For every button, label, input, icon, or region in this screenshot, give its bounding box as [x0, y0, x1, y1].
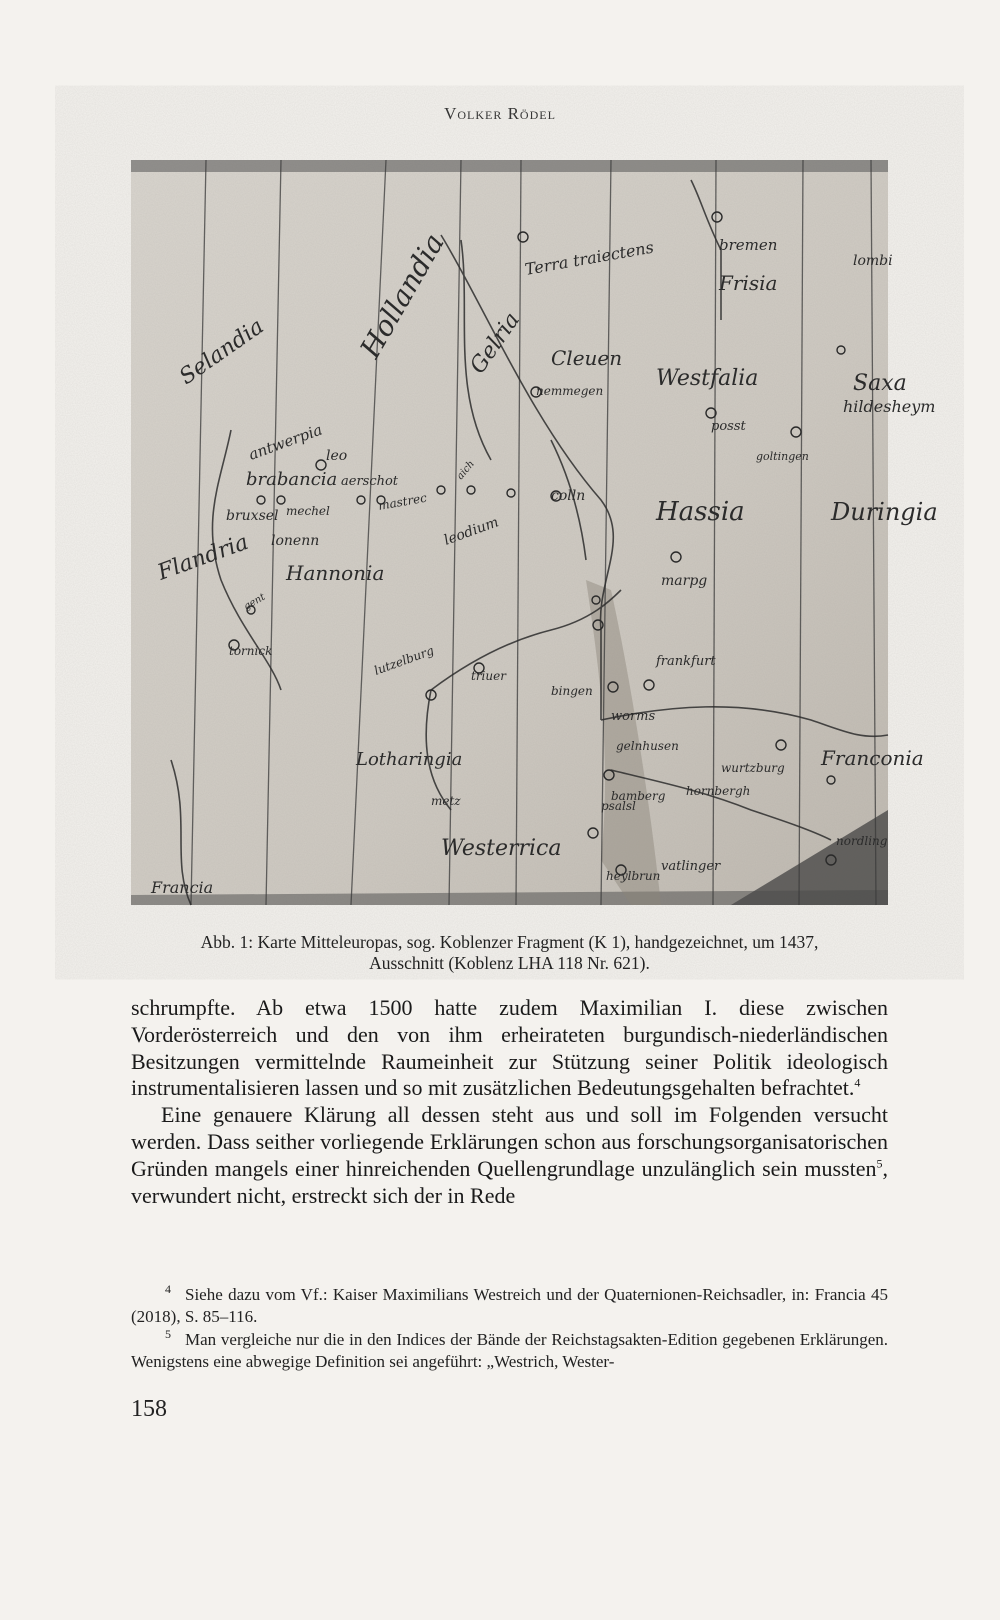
- map-label: hornbergh: [686, 784, 751, 798]
- map-label: Hassia: [656, 497, 745, 527]
- map-label: wurtzburg: [721, 761, 785, 775]
- map-label: Hollandia: [353, 227, 451, 364]
- map-label: Lotharingia: [356, 749, 463, 770]
- map-label: bingen: [551, 684, 593, 698]
- map-label: lombi: [853, 253, 893, 269]
- map-label: Duringia: [831, 498, 938, 526]
- map-label: marpg: [661, 573, 708, 589]
- footnotes: [131, 1284, 888, 1374]
- map-label: lutzelburg: [372, 643, 436, 678]
- body-text: [131, 995, 888, 1209]
- map-label: leo: [326, 448, 348, 464]
- map-label: vatlinger: [661, 859, 721, 874]
- map-label: triuer: [471, 669, 506, 683]
- figure-caption: [131, 932, 888, 974]
- map-label: nemmegen: [536, 384, 604, 398]
- paragraph-2-text-a: Eine genauere Klärung all dessen steht aus und soll im Folgenden versucht werden. Dass seither vorliegende Erklärungen schon aus forschungsorganisatorischen Gründen mangels einer hinreichenden Quellengrundlage unzulänglich sein mussten: [131, 1102, 888, 1181]
- footnote-number: 4: [165, 1282, 171, 1297]
- map-label: tornick: [229, 644, 273, 658]
- running-head: Volker Rödel: [444, 104, 556, 123]
- map-label: gelnhusen: [616, 739, 679, 753]
- paragraph-1: [131, 995, 888, 1102]
- map-label: Flandria: [154, 529, 252, 586]
- paragraph-1-text: schrumpfte. Ab etwa 1500 hatte zudem Maximilian I. diese zwischen Vorderösterreich und den von ihm erheirateten burgundisch-niederländischen Besitzungen vermittelnde Raumeinheit zur Stützung seiner Politik ideologisch instrumentalisieren lassen und so mit zusätzlichen Bedeutungsgehalten befrachtet.: [131, 995, 888, 1101]
- map-label: bamberg: [611, 789, 666, 803]
- map-label: bruxsel: [226, 508, 279, 524]
- map-label: Frisia: [719, 271, 778, 295]
- map-image: [131, 160, 938, 905]
- footnote-number: 5: [165, 1327, 171, 1342]
- map-label: hildesheym: [843, 397, 936, 416]
- caption-line-1: Abb. 1: Karte Mitteleuropas, sog. Koblenzer Fragment (K 1), handgezeichnet, um 1437,: [200, 932, 819, 952]
- paragraph-2-text-b: , verwundert nicht, erstreckt sich der in Rede: [131, 1155, 888, 1208]
- map-label: mechel: [286, 504, 330, 518]
- footnote-ref-5[interactable]: 5: [876, 1156, 883, 1171]
- map-label: Cleuen: [551, 346, 623, 370]
- map-label: antwerpia: [246, 420, 325, 464]
- map-label: gent: [242, 591, 268, 613]
- map-label: Westerrica: [441, 836, 562, 861]
- map-label: worms: [611, 709, 656, 724]
- map-label: nordling: [836, 834, 888, 848]
- footnote-text: Siehe dazu vom Vf.: Kaiser Maximilians Westreich und der Quaternionen-Reichsadler, in: Francia 45 (2018), S. 85–116.: [131, 1285, 888, 1326]
- map-label: Selandia: [175, 313, 269, 390]
- map-label: heylbrun: [606, 869, 661, 883]
- map-label: posst: [711, 419, 746, 434]
- map-label: brabancia: [246, 469, 338, 490]
- map-label: leodium: [441, 514, 501, 549]
- caption-line-2: Ausschnitt (Koblenz LHA 118 Nr. 621).: [369, 953, 650, 973]
- map-label: Terra traiectens: [523, 237, 656, 279]
- map-figure: [131, 160, 938, 905]
- footnote-text: Man vergleiche nur die in den Indices der Bände der Reichstagsakten-Edition gegebenen Erklärungen. Wenigstens eine abwegige Definition sei angeführt: „Westrich, Wester-: [131, 1330, 888, 1371]
- map-label: aich: [454, 458, 477, 482]
- map-label: frankfurt: [656, 654, 716, 669]
- map-label: Westfalia: [656, 366, 759, 391]
- footnote-4: [131, 1284, 888, 1327]
- map-label: Francia: [151, 878, 214, 897]
- map-label: psalsl: [601, 799, 636, 813]
- map-label: Gelria: [465, 308, 526, 379]
- map-label: Franconia: [821, 746, 924, 770]
- page-number: 158: [131, 1396, 167, 1422]
- map-label: metz: [431, 794, 461, 808]
- map-label: mastrec: [377, 490, 428, 513]
- map-label: lonenn: [271, 533, 320, 549]
- footnote-5: [131, 1329, 888, 1372]
- map-label: bremen: [719, 236, 778, 254]
- map-label: Hannonia: [286, 561, 385, 585]
- map-label: Saxa: [853, 371, 907, 396]
- paragraph-2: [131, 1102, 888, 1209]
- map-label: aerschot: [341, 474, 399, 489]
- map-label: colln: [551, 488, 586, 504]
- map-label: goltingen: [756, 450, 809, 463]
- footnote-ref-4[interactable]: 4: [854, 1076, 861, 1091]
